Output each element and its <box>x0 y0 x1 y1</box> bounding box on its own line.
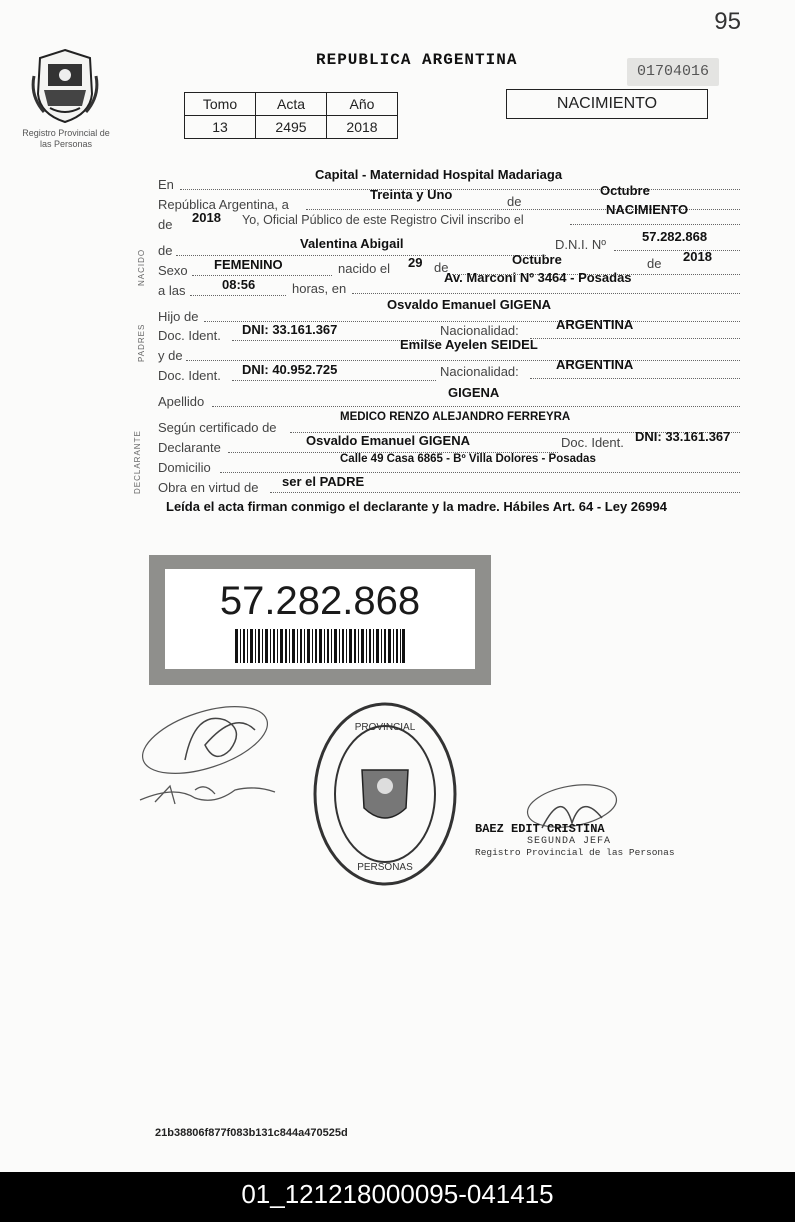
anio-value: 2018 <box>327 116 398 139</box>
record-table <box>184 92 398 139</box>
label-doc-ident-father: Doc. Ident. <box>158 328 221 343</box>
label-y-de: y de <box>158 348 183 363</box>
label-dni: D.N.I. Nº <box>555 237 606 252</box>
side-label-declarante: DECLARANTE <box>133 430 142 494</box>
label-horas-en: horas, en <box>292 281 347 296</box>
father-doc-value: DNI: 33.161.367 <box>242 322 338 337</box>
label-officer: Yo, Oficial Público de este Registro Civil inscribo el <box>242 213 524 227</box>
label-doc-ident-declarant: Doc. Ident. <box>561 435 624 450</box>
label-republica: República Argentina, a <box>158 197 289 212</box>
birth-time-value: 08:56 <box>222 277 256 292</box>
month-value: Octubre <box>600 183 650 198</box>
label-nationality-father: Nacionalidad: <box>440 323 519 338</box>
label-de-year: de <box>158 217 173 232</box>
mother-doc-value: DNI: 40.952.725 <box>242 362 338 377</box>
birth-month-value: Octubre <box>512 252 562 267</box>
dni-sticker <box>149 555 491 685</box>
label-nationality-mother: Nacionalidad: <box>440 364 519 379</box>
surname-value: GIGENA <box>448 385 500 400</box>
reason-value: ser el PADRE <box>282 474 365 489</box>
label-domicilio: Domicilio <box>158 460 211 475</box>
signer-office: Registro Provincial de las Personas <box>475 847 675 858</box>
footer-code: 01_121218000095-041415 <box>0 1172 795 1222</box>
father-name-value: Osvaldo Emanuel GIGENA <box>387 297 551 312</box>
document-hash: 21b38806f877f083b131c844a470525d <box>155 1127 348 1139</box>
closing-statement: Leída el acta firman conmigo el declarante y la madre. Hábiles Art. 64 - Ley 26994 <box>166 499 667 514</box>
declarant-doc-value: DNI: 33.161.367 <box>635 429 731 444</box>
mother-nationality-value: ARGENTINA <box>556 357 634 372</box>
label-obra: Obra en virtud de <box>158 480 259 495</box>
domicile-value: Calle 49 Casa 6865 - Bº Villa Dolores - Posadas <box>340 453 596 465</box>
label-nacido-el: nacido el <box>338 261 391 276</box>
side-label-padres: PADRES <box>137 323 146 362</box>
dotted-line <box>570 212 740 225</box>
registry-label: Registro Provincial de las Personas <box>22 128 110 149</box>
side-label-nacido: NACIDO <box>137 248 146 286</box>
svg-text:PROVINCIAL: PROVINCIAL <box>354 722 416 733</box>
label-sexo: Sexo <box>158 263 188 278</box>
label-en: En <box>158 177 174 192</box>
label-doc-ident-mother: Doc. Ident. <box>158 368 221 383</box>
signer-name: BAEZ EDIT CRISTINA <box>475 822 605 836</box>
father-nationality-value: ARGENTINA <box>556 317 634 332</box>
label-de: de <box>507 194 522 209</box>
place-value: Capital - Maternidad Hospital Madariaga <box>315 167 563 182</box>
column-header-anio: Año <box>327 93 398 116</box>
barcode-icon <box>235 629 405 663</box>
registration-type-value: NACIMIENTO <box>606 202 689 217</box>
svg-text:PERSONAS: PERSONAS <box>357 862 413 873</box>
serial-number: 01704016 <box>627 58 719 86</box>
birth-day-value: 29 <box>408 255 423 270</box>
signer-role: SEGUNDA JEFA <box>527 836 612 847</box>
day-words-value: Treinta y Uno <box>370 187 453 202</box>
birth-address-value: Av. Marconi Nº 3464 - Posadas <box>444 270 632 285</box>
declarant-name-value: Osvaldo Emanuel GIGENA <box>306 433 470 448</box>
document-title: REPUBLICA ARGENTINA <box>316 51 518 69</box>
sex-value: FEMENINO <box>214 257 283 272</box>
label-de-month: de <box>434 260 449 275</box>
column-header-tomo: Tomo <box>185 93 256 116</box>
child-dni-value: 57.282.868 <box>642 229 708 244</box>
label-hijo-de: Hijo de <box>158 309 199 324</box>
page-number: 95 <box>714 8 741 35</box>
label-apellido: Apellido <box>158 394 205 409</box>
signature-officer-icon <box>135 690 285 820</box>
label-declarante: Declarante <box>158 440 221 455</box>
year-value: 2018 <box>192 210 221 225</box>
sticker-dni-number: 57.282.868 <box>219 579 421 623</box>
mother-name-value: Emilse Ayelen SEIDEL <box>400 337 538 352</box>
coat-of-arms-icon <box>30 46 100 126</box>
label-a-las: a las <box>158 283 186 298</box>
child-name-value: Valentina Abigail <box>300 236 404 251</box>
official-seal-icon <box>310 700 460 888</box>
label-segun-certificado: Según certificado de <box>158 420 277 435</box>
label-de-year2: de <box>647 256 662 271</box>
document-type-box: NACIMIENTO <box>506 89 708 119</box>
signature-block <box>475 822 675 858</box>
birth-year-value: 2018 <box>683 249 712 264</box>
certificate-value: MEDICO RENZO ALEJANDRO FERREYRA <box>340 411 571 423</box>
tomo-value: 13 <box>185 116 256 139</box>
column-header-acta: Acta <box>256 93 327 116</box>
label-de-name: de <box>158 243 173 258</box>
acta-value: 2495 <box>256 116 327 139</box>
